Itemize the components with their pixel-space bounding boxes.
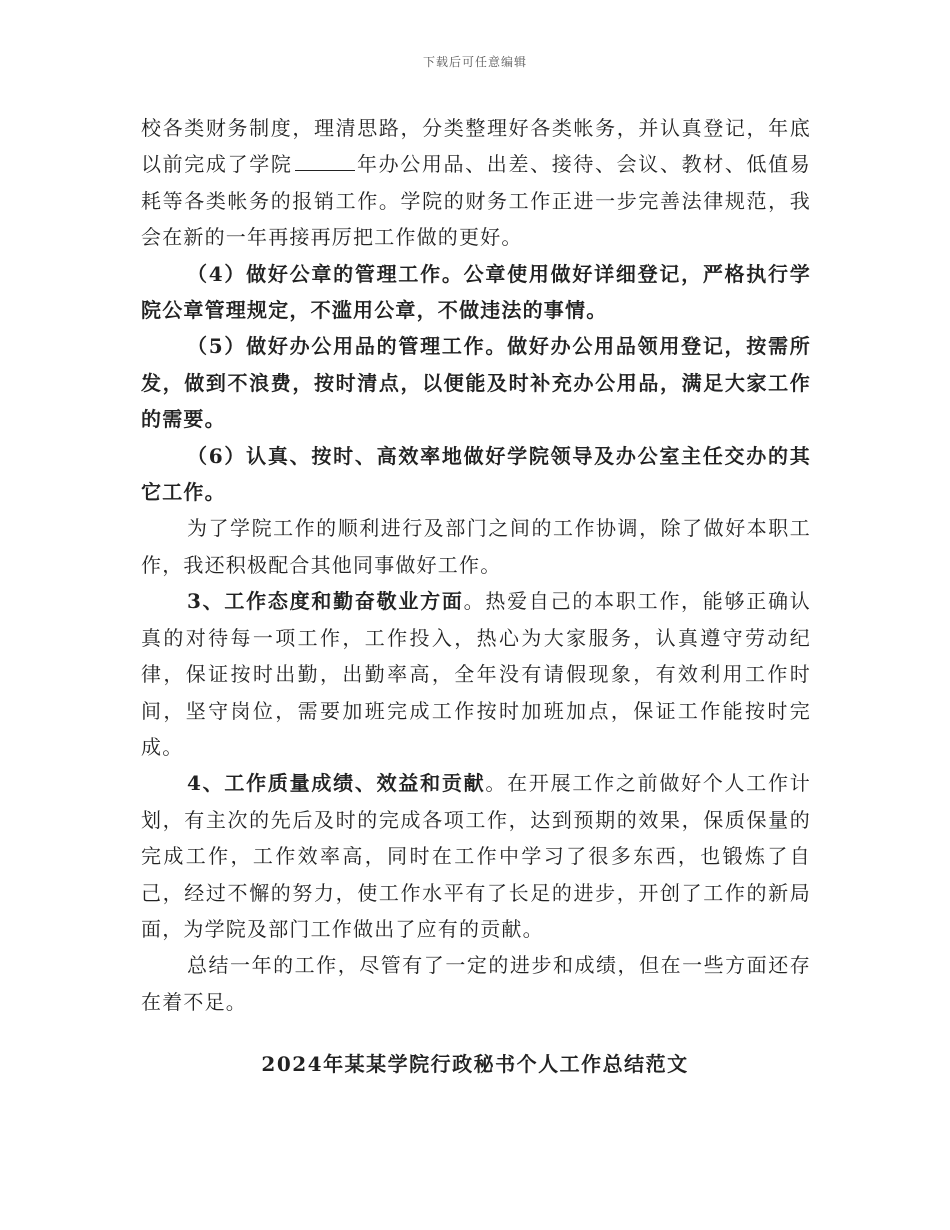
section-heading-quality: 4、工作质量成绩、效益和贡献 — [187, 771, 486, 796]
finance-text-start: 校各类财务制度，理清思路，分类整理好各类帐务，并认真登记，年底以前完成了学院 — [141, 116, 811, 177]
finance-text-end: 年办公用品、出差、接待、会议、教材、低值易耗等各类帐务的报销工作。学院的财务工作正进一步完善法律规范，我会在新的一年再接再厉把工作做的更好。 — [141, 152, 811, 250]
paragraph-work-attitude — [141, 583, 811, 765]
document-body — [141, 110, 811, 1020]
blank-underline — [295, 152, 355, 171]
paragraph-summary: 总结一年的工作，尽管有了一定的进步和成绩，但在一些方面还存在着不足。 — [141, 953, 811, 1014]
paragraph-work-quality — [141, 765, 811, 947]
paragraph-cooperation: 为了学院工作的顺利进行及部门之间的工作协调，除了做好本职工作，我还积极配合其他同事做好工作。 — [141, 516, 811, 577]
page-header: 下载后可任意编辑 — [422, 55, 527, 69]
attitude-text: 。热爱自己的本职工作，能够正确认真的对待每一项工作，工作投入，热心为大家服务，认真遵守劳动纪律，保证按时出勤，出勤率高，全年没有请假现象，有效利用工作时间，坚守岗位，需要加班完成工作按时加班加点，保证工作能按时完成。 — [141, 589, 811, 759]
paragraph-other-tasks: （6）认真、按时、高效率地做好学院领导及办公室主任交办的其它工作。 — [141, 443, 811, 505]
document-title: 2024年某某学院行政秘书个人工作总结范文 — [261, 1052, 689, 1076]
paragraph-office-supplies: （5）做好办公用品的管理工作。做好办公用品领用登记，按需所发，做到不浪费，按时清点，以便能及时补充办公用品，满足大家工作的需要。 — [141, 334, 811, 432]
quality-text: 。在开展工作之前做好个人工作计划，有主次的先后及时的完成各项工作，达到预期的效果，保质保量的完成工作，工作效率高，同时在工作中学习了很多东西，也锻炼了自己，经过不懈的努力，使工作水平有了长足的进步，开创了工作的新局面，为学院及部门工作做出了应有的贡献。 — [141, 771, 811, 941]
paragraph-seal-management: （4）做好公章的管理工作。公章使用做好详细登记，严格执行学院公章管理规定，不滥用公章，不做违法的事情。 — [141, 261, 811, 323]
paragraph-finance — [141, 110, 811, 256]
section-heading-attitude: 3、工作态度和勤奋敬业方面 — [187, 589, 464, 614]
